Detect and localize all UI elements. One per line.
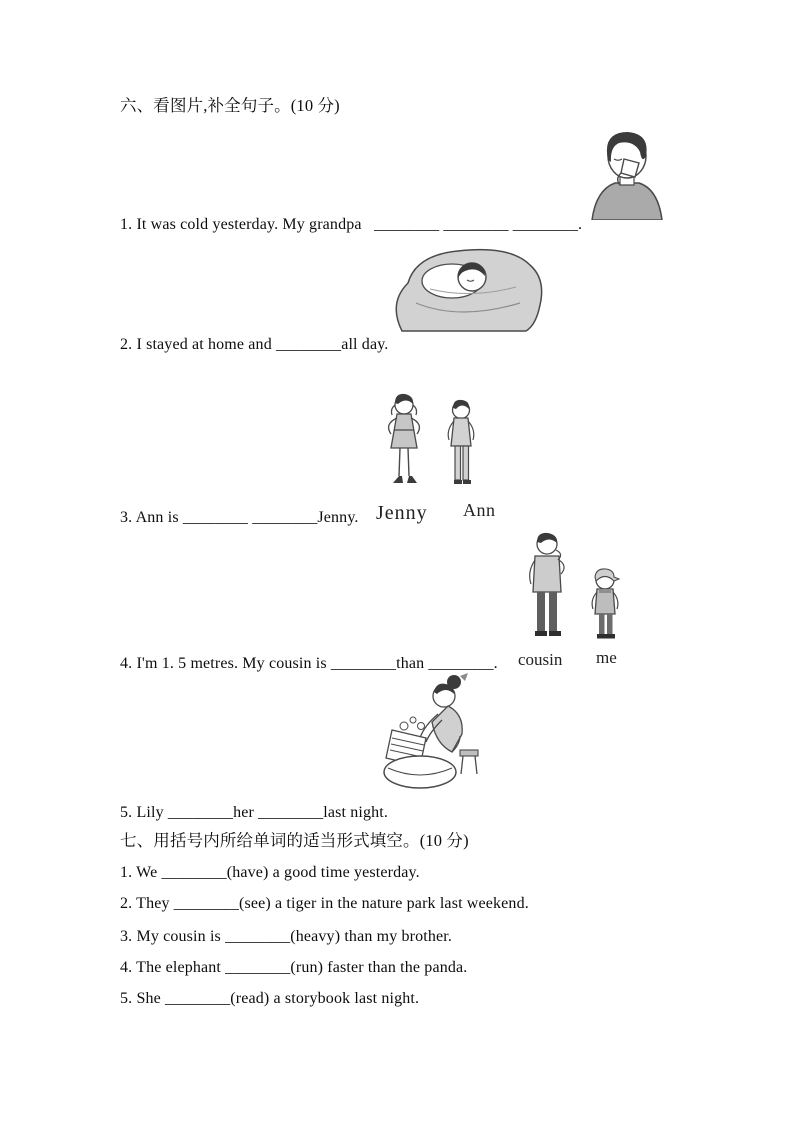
section6-question-5: 5. Lily ________her ________last night. <box>120 804 389 821</box>
section6-heading: 六、看图片,补全句子。(10 分) <box>120 96 340 115</box>
figure-label-jenny: Jenny <box>376 502 428 524</box>
section7-question-1: 1. We ________(have) a good time yesterday. <box>120 864 420 881</box>
section6-question-2: 2. I stayed at home and ________all day. <box>120 336 389 353</box>
section7-question-4: 4. The elephant ________(run) faster than the panda. <box>120 959 468 976</box>
figure-label-ann: Ann <box>463 500 496 520</box>
girl-washing-clothes-icon <box>376 672 494 798</box>
grandpa-sneezing-icon <box>588 128 666 220</box>
cousin-and-me-standing-icon <box>514 530 634 646</box>
section6-question-4: 4. I'm 1. 5 metres. My cousin is ________than ________. <box>120 655 498 672</box>
figure-label-cousin: cousin <box>518 650 563 669</box>
jenny-and-ann-standing-icon <box>372 390 494 498</box>
section6-question-1: 1. It was cold yesterday. My grandpa ________ ________ ________. <box>120 216 583 233</box>
section6-question-3: 3. Ann is ________ ________Jenny. <box>120 509 359 526</box>
section7-question-2: 2. They ________(see) a tiger in the nature park last weekend. <box>120 895 529 912</box>
person-sleeping-in-bed-icon <box>388 231 548 338</box>
figure-label-me: me <box>596 648 617 667</box>
section7-question-3: 3. My cousin is ________(heavy) than my brother. <box>120 928 453 945</box>
section7-question-5: 5. She ________(read) a storybook last night. <box>120 990 420 1007</box>
section7-heading: 七、用括号内所给单词的适当形式填空。(10 分) <box>120 831 469 850</box>
